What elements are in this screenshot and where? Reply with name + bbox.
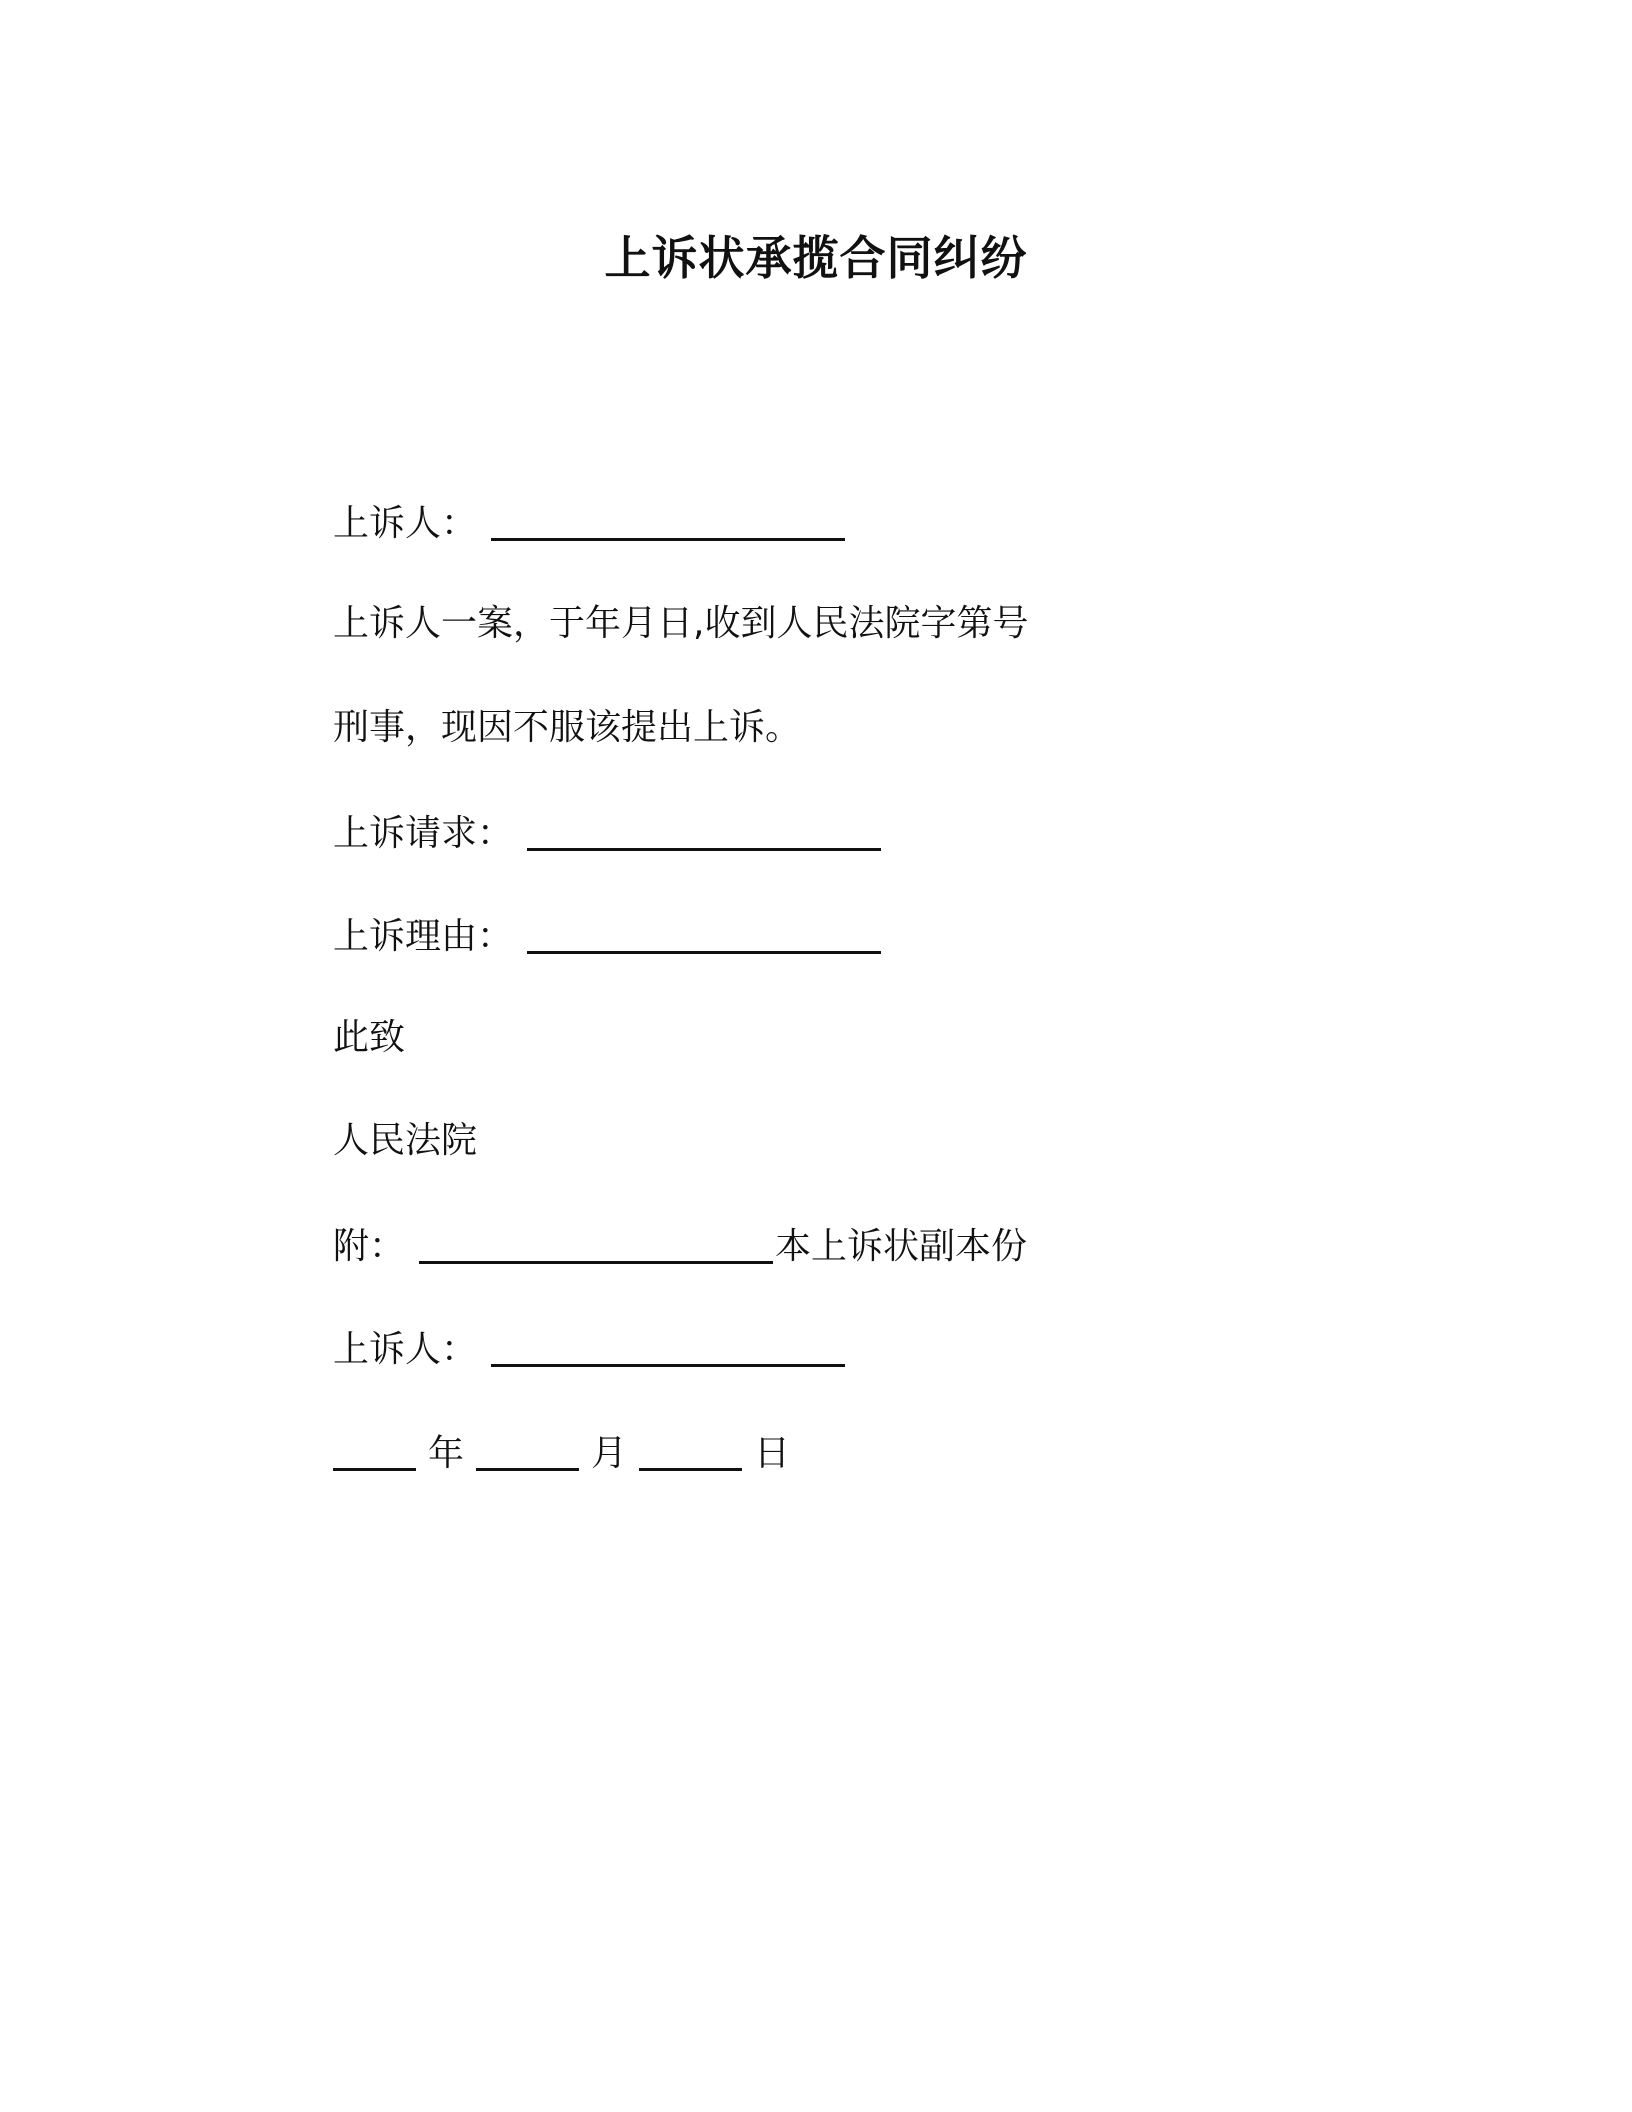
appellant-line xyxy=(333,496,845,549)
attachment-blank xyxy=(419,1219,773,1264)
signer-blank xyxy=(491,1322,845,1367)
case-line: 上诉人一案，于年月日,收到人民法院字第号 xyxy=(333,603,1029,644)
attachment-label: 附： xyxy=(333,1226,406,1267)
appellant-blank xyxy=(491,496,845,541)
request-label: 上诉请求： xyxy=(333,813,514,854)
reason-label: 上诉理由： xyxy=(333,916,514,957)
month-blank xyxy=(476,1426,579,1471)
reason-blank xyxy=(527,909,881,954)
criminal-line: 刑事，现因不服该提出上诉。 xyxy=(333,707,802,748)
year-blank xyxy=(333,1426,416,1471)
date-year-label: 年 xyxy=(428,1433,465,1474)
request-line xyxy=(333,806,881,859)
attachment-line xyxy=(333,1219,1027,1272)
date-line xyxy=(333,1426,790,1479)
salutation-line: 此致 xyxy=(333,1017,406,1058)
signer-label: 上诉人： xyxy=(333,1329,478,1370)
attachment-suffix: 本上诉状副本份 xyxy=(775,1226,1028,1267)
reason-line xyxy=(333,909,881,962)
document-title: 上诉状承揽合同纠纷 xyxy=(604,231,1028,285)
date-day-label: 日 xyxy=(754,1433,791,1474)
request-blank xyxy=(527,806,881,851)
signer-line xyxy=(333,1322,845,1375)
date-month-label: 月 xyxy=(591,1433,628,1474)
court-line: 人民法院 xyxy=(333,1120,478,1161)
appellant-label: 上诉人： xyxy=(333,503,478,544)
day-blank xyxy=(639,1426,742,1471)
